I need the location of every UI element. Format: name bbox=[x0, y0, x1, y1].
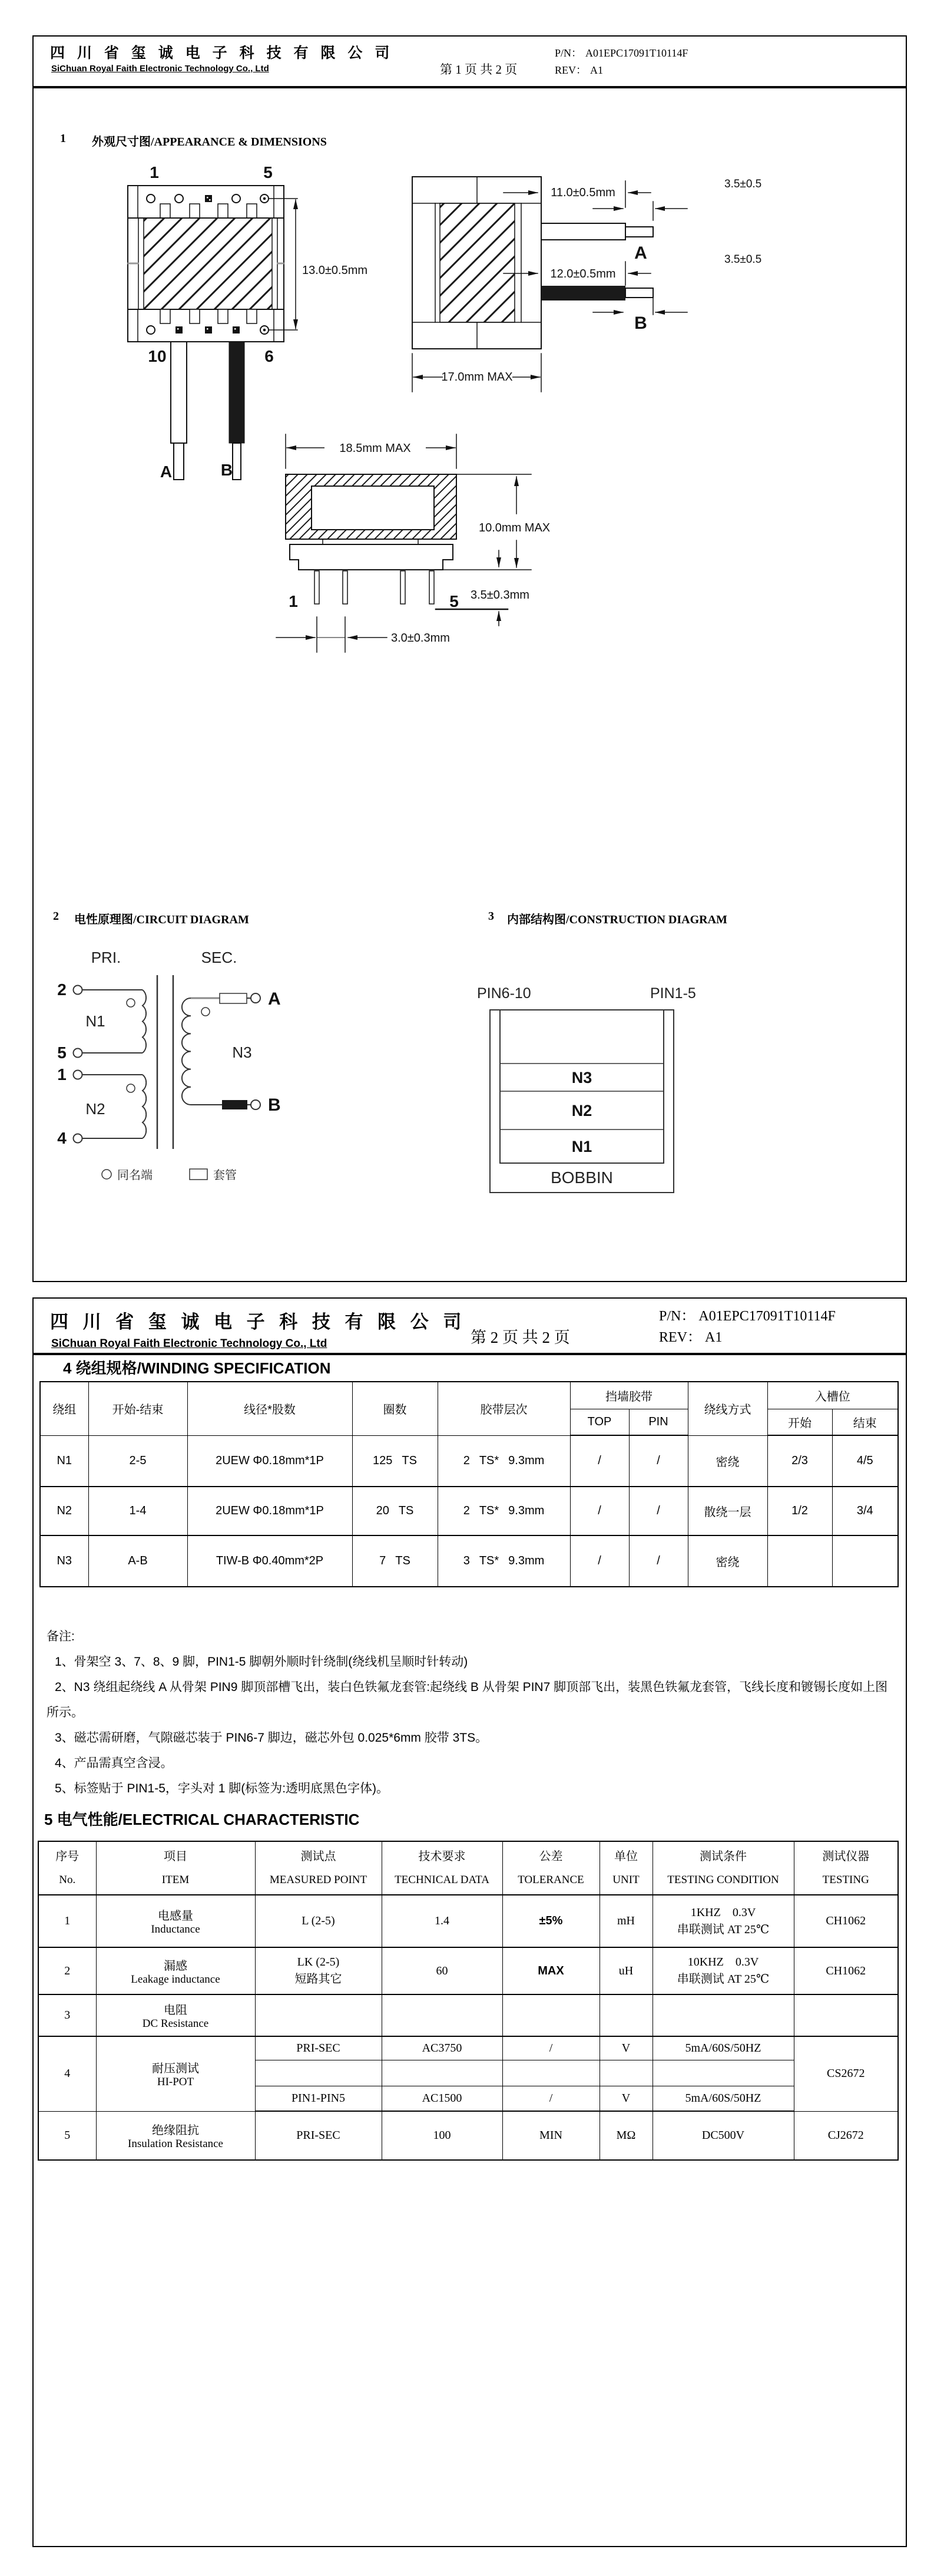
cell: ±5% bbox=[502, 1895, 600, 1947]
cell: A-B bbox=[88, 1535, 187, 1587]
top-bobbin bbox=[290, 544, 453, 570]
cell: PIN1-PIN5 bbox=[255, 2086, 382, 2111]
side-dim-b-label: 12.0±0.5mm bbox=[550, 267, 616, 280]
cell: N3 bbox=[40, 1535, 88, 1587]
section-5-heading: 5 电气性能/ELECTRICAL CHARACTERISTIC bbox=[44, 1811, 360, 1828]
legend-dot-label: 同名端 bbox=[117, 1169, 153, 1182]
construction-diagram bbox=[475, 909, 770, 1209]
cell: 4 bbox=[38, 2036, 96, 2111]
rev-value: A1 bbox=[705, 1330, 723, 1345]
cell: / bbox=[570, 1435, 629, 1487]
winding-row-n3 bbox=[40, 1535, 898, 1587]
cell bbox=[255, 1994, 382, 2036]
electrical-row-4a bbox=[38, 2036, 898, 2060]
note-3: 3、磁芯需研磨，气隙磁芯装于 PIN6-7 脚边，磁芯外包 0.025*6mm 胶带 3TS。 bbox=[55, 1731, 488, 1745]
side-wire-a-tip bbox=[625, 227, 653, 237]
cell: 3 bbox=[38, 1994, 96, 2036]
rev-label: REV： bbox=[555, 64, 587, 76]
n2-label: N2 bbox=[85, 1100, 105, 1118]
cell: 漏感 Leakage inductance bbox=[96, 1947, 255, 1994]
top-pin-pitch-dimension bbox=[276, 617, 387, 652]
core-bars bbox=[157, 975, 173, 1149]
cell bbox=[382, 1994, 502, 2036]
cell: 10KHZ 0.3V 串联测试 AT 25℃ bbox=[653, 1947, 794, 1994]
section-3-title: 内部结构图/CONSTRUCTION DIAGRAM bbox=[507, 913, 727, 926]
cell: 100 bbox=[382, 2111, 502, 2160]
cell bbox=[832, 1535, 898, 1587]
electrical-row-3 bbox=[38, 1994, 898, 2036]
side-view bbox=[412, 177, 761, 392]
cell: PRI-SEC bbox=[255, 2036, 382, 2060]
n3-label: N3 bbox=[232, 1043, 252, 1061]
cell: 20 TS bbox=[352, 1487, 438, 1535]
cell: 7 TS bbox=[352, 1535, 438, 1587]
pins-6-10-label: PIN6-10 bbox=[477, 985, 531, 1002]
top-height-dim-label: 10.0mm MAX bbox=[479, 521, 551, 534]
page-1 bbox=[32, 35, 907, 1282]
side-wire-a-label: A bbox=[634, 243, 647, 263]
col-testing-condition: 测试条件 TESTING CONDITION bbox=[653, 1841, 794, 1895]
cell: 密绕 bbox=[688, 1535, 767, 1587]
page-number: 第 2 页 共 2 页 bbox=[471, 1329, 570, 1346]
col-slot: 入槽位 bbox=[767, 1382, 898, 1409]
cell: 电阻 DC Resistance bbox=[96, 1994, 255, 2036]
winding-row-n1 bbox=[40, 1435, 898, 1487]
rev-row bbox=[659, 1327, 839, 1348]
front-pin10-label: 10 bbox=[148, 347, 167, 365]
n1-label: N1 bbox=[85, 1012, 105, 1030]
cell: AC3750 bbox=[382, 2036, 502, 2060]
cell bbox=[794, 1994, 898, 2036]
section-4-heading: 4 绕组规格/WINDING SPECIFICATION bbox=[63, 1359, 331, 1377]
section-1-number: 1 bbox=[60, 132, 66, 145]
part-number-block bbox=[555, 45, 691, 79]
front-wire-a-tip bbox=[174, 443, 184, 480]
section-2-title: 电性原理图/CIRCUIT DIAGRAM bbox=[74, 913, 249, 926]
col-wire: 线径*股数 bbox=[187, 1382, 352, 1435]
cell bbox=[653, 2060, 794, 2086]
front-pin1-label: 1 bbox=[150, 163, 159, 181]
col-technical-data: 技术要求 TECHNICAL DATA bbox=[382, 1841, 502, 1895]
front-wire-b-label: B bbox=[220, 461, 233, 479]
cell: 1-4 bbox=[88, 1487, 187, 1535]
bobbin-label: BOBBIN bbox=[551, 1168, 613, 1187]
cell: 2UEW Φ0.18mm*1P bbox=[187, 1487, 352, 1535]
cell: 4/5 bbox=[832, 1435, 898, 1487]
cell: CJ2672 bbox=[794, 2111, 898, 2160]
rev-label: REV： bbox=[659, 1330, 701, 1345]
side-dim-tip-a bbox=[593, 202, 687, 220]
col-wall-pin: PIN bbox=[629, 1409, 688, 1435]
cell: LK (2-5) 短路其它 bbox=[255, 1947, 382, 1994]
front-wire-a-label: A bbox=[160, 463, 173, 481]
cell: / bbox=[629, 1535, 688, 1587]
rev-value: A1 bbox=[590, 64, 603, 76]
cell: 1 bbox=[38, 1895, 96, 1947]
cell: 3 TS* 9.3mm bbox=[438, 1535, 570, 1587]
col-slot-end: 结束 bbox=[832, 1409, 898, 1435]
electrical-characteristics-table bbox=[38, 1841, 899, 2161]
cell: PRI-SEC bbox=[255, 2111, 382, 2160]
cell: 1KHZ 0.3V 串联测试 AT 25℃ bbox=[653, 1895, 794, 1947]
cell: 2/3 bbox=[767, 1435, 832, 1487]
electrical-row-5 bbox=[38, 2111, 898, 2160]
cell: 1.4 bbox=[382, 1895, 502, 1947]
layer-n3-label: N3 bbox=[571, 1069, 592, 1086]
front-height-dim-label: 13.0±0.5mm bbox=[302, 264, 368, 277]
cell: MAX bbox=[502, 1947, 600, 1994]
col-method: 绕线方式 bbox=[688, 1382, 767, 1435]
side-width-dim-label: 17.0mm MAX bbox=[441, 371, 513, 384]
winding-n1 bbox=[74, 986, 147, 1058]
company-name-en: SiChuan Royal Faith Electronic Technology Co., Ltd bbox=[51, 64, 269, 74]
part-number-row bbox=[555, 45, 691, 62]
front-pin5-label: 5 bbox=[263, 163, 273, 181]
cell: 5mA/60S/50HZ bbox=[653, 2086, 794, 2111]
section-1-title: 外观尺寸图/APPEARANCE & DIMENSIONS bbox=[92, 136, 327, 148]
top-core-window bbox=[312, 486, 434, 530]
col-start-end: 开始-结束 bbox=[88, 1382, 187, 1435]
cell: uH bbox=[600, 1947, 653, 1994]
cell: DC500V bbox=[653, 2111, 794, 2160]
col-wall-tape: 挡墙胶带 bbox=[570, 1382, 688, 1409]
cell bbox=[255, 2060, 382, 2086]
front-wire-a bbox=[171, 342, 187, 443]
circuit-diagram bbox=[34, 909, 469, 1239]
cell: V bbox=[600, 2036, 653, 2060]
winding-row-n2 bbox=[40, 1487, 898, 1535]
cell: L (2-5) bbox=[255, 1895, 382, 1947]
company-name-cn: 四 川 省 玺 诚 电 子 科 技 有 限 公 司 bbox=[50, 45, 394, 61]
winding-specification-table bbox=[39, 1381, 899, 1587]
part-number-block bbox=[659, 1306, 839, 1348]
cell: 2-5 bbox=[88, 1435, 187, 1487]
cell: N2 bbox=[40, 1487, 88, 1535]
note-2: 2、N3 绕组起绕线 A 从骨架 PIN9 脚顶部槽飞出，装白色铁氟龙套管:起绕线 B 从骨架 PIN7 脚顶部飞出，装黑色铁氟龙套管，飞线长度和镀锡长度如上图所示。 bbox=[47, 1680, 888, 1719]
layer-n1-label: N1 bbox=[571, 1138, 592, 1155]
top-pins bbox=[314, 571, 434, 604]
rev-row bbox=[555, 62, 691, 79]
top-pin1-label: 1 bbox=[289, 592, 298, 610]
cell: 散绕一层 bbox=[688, 1487, 767, 1535]
page-2 bbox=[32, 1297, 907, 2547]
page-number: 第 1 页 共 2 页 bbox=[440, 62, 518, 77]
cell: TIW-B Φ0.40mm*2P bbox=[187, 1535, 352, 1587]
top-pin-length-label: 3.5±0.3mm bbox=[471, 589, 529, 602]
circuit-out-a-label: A bbox=[268, 989, 281, 1009]
cell bbox=[600, 2060, 653, 2086]
header-rule bbox=[34, 1353, 906, 1355]
winding-n2 bbox=[74, 1071, 147, 1143]
cell: / bbox=[629, 1435, 688, 1487]
header-rule bbox=[34, 86, 906, 88]
legend-sleeve-label: 套管 bbox=[213, 1169, 237, 1182]
sleeve-a-white bbox=[220, 993, 247, 1003]
circuit-out-b-label: B bbox=[268, 1095, 281, 1115]
col-turns: 圈数 bbox=[352, 1382, 438, 1435]
cell: / bbox=[502, 2086, 600, 2111]
pn-label: P/N： bbox=[555, 47, 582, 59]
sleeve-b-black bbox=[222, 1100, 247, 1109]
secondary-label: SEC. bbox=[201, 949, 237, 966]
cell: V bbox=[600, 2086, 653, 2111]
cell: 2 bbox=[38, 1947, 96, 1994]
col-tape: 胶带层次 bbox=[438, 1382, 570, 1435]
circuit-pin2-label: 2 bbox=[57, 980, 67, 999]
side-wire-b-tip bbox=[625, 288, 653, 298]
pn-label: P/N： bbox=[659, 1309, 695, 1324]
side-wire-b-label: B bbox=[634, 313, 647, 333]
cell: 绝缘阻抗 Insulation Resistance bbox=[96, 2111, 255, 2160]
note-1: 1、骨架空 3、7、8、9 脚，PIN1-5 脚朝外顺时针绕制(绕线机呈顺时针转动) bbox=[55, 1655, 468, 1669]
sleeve-icon bbox=[190, 1169, 207, 1180]
side-dim-tip-a-label: 3.5±0.5 bbox=[724, 178, 762, 190]
front-pin6-label: 6 bbox=[264, 347, 274, 365]
cell bbox=[653, 1994, 794, 2036]
col-tolerance: 公差 TOLERANCE bbox=[502, 1841, 600, 1895]
cell: CH1062 bbox=[794, 1895, 898, 1947]
cell: 1/2 bbox=[767, 1487, 832, 1535]
side-wire-b bbox=[541, 286, 625, 300]
pn-value: A01EPC17091T10114F bbox=[585, 47, 688, 59]
notes-title: 备注: bbox=[47, 1630, 75, 1643]
electrical-row-1 bbox=[38, 1895, 898, 1947]
cell: MΩ bbox=[600, 2111, 653, 2160]
front-wire-b bbox=[229, 342, 244, 443]
col-unit: 单位 UNIT bbox=[600, 1841, 653, 1895]
circuit-pin4-label: 4 bbox=[57, 1129, 67, 1147]
cell: 3/4 bbox=[832, 1487, 898, 1535]
circuit-pin5-label: 5 bbox=[57, 1043, 67, 1062]
cell: CS2672 bbox=[794, 2036, 898, 2111]
pins-1-5-label: PIN1-5 bbox=[650, 985, 696, 1002]
section-1-heading bbox=[60, 132, 327, 149]
cell: / bbox=[570, 1487, 629, 1535]
cell: 5 bbox=[38, 2111, 96, 2160]
cell: 耐压测试 HI-POT bbox=[96, 2036, 255, 2111]
pn-value: A01EPC17091T10114F bbox=[698, 1309, 836, 1324]
col-item: 项目 ITEM bbox=[96, 1841, 255, 1895]
appearance-dimensions-drawing bbox=[34, 154, 905, 661]
cell bbox=[382, 2060, 502, 2086]
cell: 2 TS* 9.3mm bbox=[438, 1487, 570, 1535]
col-slot-start: 开始 bbox=[767, 1409, 832, 1435]
section-2-number: 2 bbox=[53, 910, 59, 923]
cell bbox=[600, 1994, 653, 2036]
top-width-dim-label: 18.5mm MAX bbox=[339, 442, 411, 455]
front-view bbox=[128, 163, 367, 481]
top-pin5-label: 5 bbox=[449, 592, 459, 610]
circuit-pin1-label: 1 bbox=[57, 1065, 67, 1084]
col-winding: 绕组 bbox=[40, 1382, 88, 1435]
cell: / bbox=[570, 1535, 629, 1587]
cell: 密绕 bbox=[688, 1435, 767, 1487]
cell bbox=[502, 1994, 600, 2036]
cell: AC1500 bbox=[382, 2086, 502, 2111]
cell: mH bbox=[600, 1895, 653, 1947]
company-name-cn: 四 川 省 玺 诚 电 子 科 技 有 限 公 司 bbox=[50, 1312, 466, 1332]
cell: 2UEW Φ0.18mm*1P bbox=[187, 1435, 352, 1487]
cell: CH1062 bbox=[794, 1947, 898, 1994]
electrical-row-2 bbox=[38, 1947, 898, 1994]
cell: 电感量 Inductance bbox=[96, 1895, 255, 1947]
side-dim-a-label: 11.0±0.5mm bbox=[551, 186, 615, 199]
note-4: 4、产品需真空含浸。 bbox=[55, 1756, 173, 1770]
top-pin-pitch-label: 3.0±0.3mm bbox=[391, 632, 450, 645]
cell: 125 TS bbox=[352, 1435, 438, 1487]
cell: MIN bbox=[502, 2111, 600, 2160]
notes-section bbox=[47, 1624, 897, 1801]
dot-terminal-icon bbox=[102, 1170, 111, 1179]
cell: N1 bbox=[40, 1435, 88, 1487]
side-dim-tip-b-label: 3.5±0.5 bbox=[724, 253, 762, 266]
side-wire-a bbox=[541, 223, 625, 240]
col-measured-point: 测试点 MEASURED POINT bbox=[255, 1841, 382, 1895]
cell: 2 TS* 9.3mm bbox=[438, 1435, 570, 1487]
section-3-number: 3 bbox=[488, 910, 494, 923]
layer-n2-label: N2 bbox=[571, 1102, 592, 1119]
side-core-hatch bbox=[440, 203, 515, 322]
cell: 60 bbox=[382, 1947, 502, 1994]
front-wire-b-tip bbox=[233, 443, 241, 480]
cell: / bbox=[629, 1487, 688, 1535]
company-name-en: SiChuan Royal Faith Electronic Technology Co., Ltd bbox=[51, 1337, 327, 1350]
cell bbox=[502, 2060, 600, 2086]
note-5: 5、标签贴于 PIN1-5，字头对 1 脚(标签为:透明底黑色字体)。 bbox=[55, 1782, 389, 1795]
col-wall-top: TOP bbox=[570, 1409, 629, 1435]
part-number-row bbox=[659, 1306, 839, 1327]
col-testing-instrument: 测试仪器 TESTING bbox=[794, 1841, 898, 1895]
top-view bbox=[276, 434, 550, 652]
cell bbox=[767, 1535, 832, 1587]
primary-label: PRI. bbox=[91, 949, 121, 966]
front-core-hatch bbox=[144, 218, 272, 309]
cell: 5mA/60S/50HZ bbox=[653, 2036, 794, 2060]
col-no: 序号 No. bbox=[38, 1841, 96, 1895]
cell: / bbox=[502, 2036, 600, 2060]
